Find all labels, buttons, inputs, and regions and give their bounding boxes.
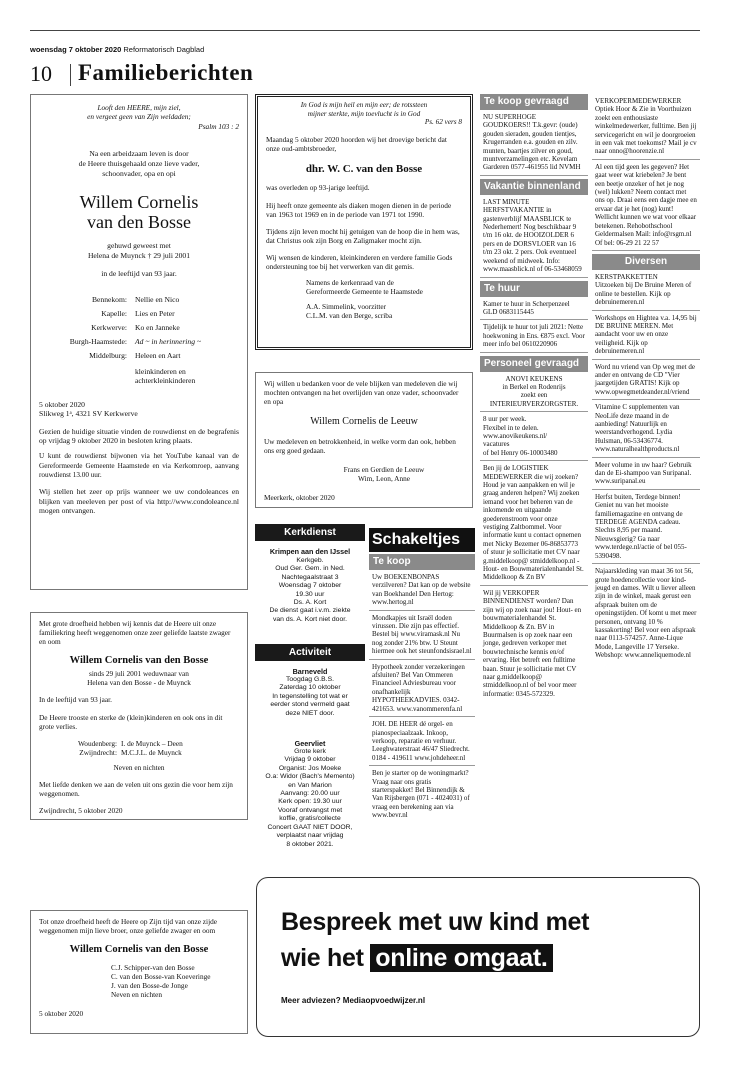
family-place: Burgh-Haamstede: [69, 336, 127, 346]
ad2-intro: Maandag 5 oktober 2020 hoorden wij het droevige bericht dat onze oud-ambtsbroeder, [266, 135, 447, 154]
family-names: Ko en Janneke [135, 322, 180, 332]
activiteit-section [255, 644, 365, 849]
classified-ad: Al een tijd geen les gegeven? Het gaat weer wat kriebelen? Je bent een beetje onzeker of het je nog (wel) lukken? Neem contact met ons op. Draai eens een dagje mee en ervaar dat je het (nog) kunt! Wellicht kunnen we wat voor elkaar betekenen. Rehobothschool Geldermalsen Mail: info@rsgm.nl Of bel: 06-29 21 22 57 [592, 160, 700, 251]
classifieds-column-4 [592, 94, 700, 663]
family-place: Kerkwerve: [91, 322, 127, 332]
family-names: kleinkinderen en achterkleinkinderen [135, 366, 196, 386]
family-row [39, 367, 239, 386]
ad5-date: 5 oktober 2020 [39, 1009, 84, 1018]
ad4-age: In de leeftijd van 93 jaar. [39, 695, 112, 704]
classified-ad: Ben je starter op de woningmarkt? Vraag naar ons gratis starterspakket! Bel Binnendijk & Van Rijsbergen (071 - 4024031) of vraag een berekening aan via www.bevr.nl [372, 769, 470, 820]
ad2-paragraph: Wij wensen de kinderen, kleinkinderen en verdere familie Gods ondersteuning toe bij het verwerken van dit gemis. [266, 253, 453, 272]
family-row [39, 307, 239, 321]
ad2-verse: In God is mijn heil en mijn eer; de rotssteen mijner sterkte, mijn toevlucht is in God [300, 101, 428, 118]
classified-ad: Word nu vriend van Op weg met de ander en ontvang de CD "Vier jaargetijden GRATIS! Kijk op www.opwegmetdeander.nl/vriend [592, 360, 700, 401]
ad4-name: Willem Cornelis van den Bosse [69, 655, 209, 666]
classified-ad: Hypotheek zonder verzekeringen afsluiten? Bel Van Ommeren Financieel Adviesbureau voor onafhankelijk HYPOTHEEKADVIES. 0342-421653. www.vanommerenfa.nl [369, 660, 475, 717]
schakeltjes-header: Schakeltjes [369, 528, 475, 552]
activiteit-body: Grote kerk Vrijdag 9 oktober Organist: Jos Moeke O.a: Widor (Bach's Memento) en Van Marion Aanvang: 20.00 uur Kerk open: 19.30 uur Vooraf ontvangst met koffie, gratis/collecte Concert GAAT NIET DOOR, verplaatst naar vrijdag 8 oktober 2021. [265, 748, 355, 848]
ad4-place-date: Zwijndrecht, 5 oktober 2020 [39, 806, 123, 815]
kerkdienst-body: Kerkgeb. Oud Ger. Gem. in Ned. Nachtegaalstraat 3 Woensdag 7 oktober 19.30 uur Ds. A. Kort De dienst gaat i.v.m. ziekte van ds. A. Kort niet door. [269, 557, 351, 623]
classified-ad: 8 uur per week. Flexibel in te delen. www.anovikeukens.nl/ vacatures of bel Henry 06-10003480 [480, 412, 588, 461]
family-names: Nellie en Nico [135, 294, 180, 304]
classified-ad: Kamer te huur in Scherpenzeel GLD 0683115445 [480, 297, 588, 321]
schakeltjes-subheader: Te koop [369, 554, 475, 570]
vakantie-header: Vakantie binnenland [480, 179, 588, 195]
classified-ad: Vitamine C supplementen van NeoLife deze maand in de aanbieding! Natuurlijk en weerstandverhogend. Lydia Hulsman, 06-53436774. www.naturalhealthproducts.nl [592, 400, 700, 457]
ad2-signature: A.A. Simmelink, voorzitter C.L.M. van den Berge, scriba [306, 302, 393, 321]
family-row [39, 293, 239, 307]
thank-you-notice [255, 372, 473, 508]
family-row [39, 739, 239, 748]
ad1-age: in de leeftijd van 93 jaar. [101, 268, 177, 278]
kerkdienst-place: Krimpen aan den IJssel [269, 547, 351, 556]
activiteit-body: Toogdag G.B.S. Zaterdag 10 oktober In tegenstelling tot wat er eerder stond vermeld gaat deze NIET door. [270, 676, 350, 717]
schakeltjes-section [369, 528, 475, 823]
family-place: Kapelle: [101, 308, 127, 318]
kerkdienst-section [255, 524, 365, 624]
title-divider [70, 64, 71, 86]
activiteit-place: Barneveld [292, 667, 328, 676]
ad3-paragraph: Uw medeleven en betrokkenheid, in welke vorm dan ook, hebben ons erg goed gedaan. [264, 437, 456, 455]
ad1-paragraph: Wij stellen het zeer op prijs wanneer we uw condoleances en blijken van meeleven per post of via http://www.condoleance.nl mogen ontvangen. [39, 487, 239, 515]
ad1-name: Willem Cornelis van den Bosse [79, 192, 199, 233]
classified-ad: VERKOPERMEDEWERKER Optiek Hoor & Zie in Voorthuizen zoekt een enthousiaste winkelmedewerker, fulltime. Ben jij servicegericht en wil je doorgroeien in een vak met toekomst? Mail je cv naar onno@hoorenzie.nl [592, 94, 700, 160]
classified-ad: Mondkapjes uit Israël doden virussen. Die zijn pas effectief. Bestel bij www.viramask.nl Nu nog zonder 21% btw. U Steunt hiermee ook het steunfondsisrael.nl [369, 611, 475, 660]
ad2-paragraph: Tijdens zijn leven mocht hij getuigen van de hoop die in hem was, dat Christus ook zijn Borg en Zaligmaker mocht zijn. [266, 227, 460, 246]
classified-ad: JOH. DE HEER dé orgel- en pianospeciaalzaak. Inkoop, verkoop, reparatie en verhuur. Leeghwaterstraat 46/47 Sliedrecht. 0184 - 419611 www.johdeheer.nl [369, 717, 475, 766]
activiteit-place: Geervliet [294, 739, 326, 749]
ad1-verse: Looft den HEERE, mijn ziel, en vergeet geen van Zijn weldaden; [87, 103, 191, 121]
family-place: Zwijndrecht: [79, 748, 117, 757]
ad3-signature: Frans en Gerdien de Leeuw Wim, Leon, Anne [343, 465, 425, 483]
ad1-date-address: 5 oktober 2020 Slikweg 1ᵃ, 4321 SV Kerkwerve [39, 399, 138, 419]
ad1-paragraph: Gezien de huidige situatie vinden de rouwdienst en de begrafenis op vrijdag 9 oktober 2020 in besloten kring plaats. [39, 426, 239, 446]
media-banner [256, 877, 700, 1037]
ad2-signature: Namens de kerkenraad van de Gereformeerde Gemeente te Haamstede [306, 278, 423, 297]
family-row [39, 321, 239, 335]
classifieds-column-3 [480, 94, 588, 701]
banner-footer-link[interactable]: Meer adviezen? Mediaopvoedwijzer.nl [281, 996, 426, 1005]
family-row [39, 335, 239, 349]
ad4-family-list [39, 739, 239, 757]
banner-headline-line1: Bespreek met uw kind met [281, 908, 590, 936]
ad3-text: Wij willen u bedanken voor de vele blijken van medeleven die wij mochten ontvangen na het overlijden van onze vader, schoonvader en opa [264, 379, 459, 406]
classified-ad: Wil jij VERKOPER BINNENDIENST worden? Dan zijn wij op zoek naar jou! Hout- en bouwmaterialenhandel St. Middelkoop & Zn. BV in Buurmalsen is op zoek naar een jonge, gedreven verkoper met bouwtechnische kennis en/of ervaring. Het betreft een fulltime baan. Stuur je sollicitatie met CV naar g.middelkoop@ stmiddelkoop.nl of bel voor meer informatie: 0345-572329. [483, 588, 582, 698]
ad3-place-date: Meerkerk, oktober 2020 [264, 493, 335, 502]
header-paper: Reformatorisch Dagblad [123, 45, 205, 54]
family-place: Woudenberg: [78, 739, 117, 748]
top-rule [30, 30, 700, 31]
personeel-header: Personeel gevraagd [480, 356, 588, 372]
ad5-signature: C.J. Schipper-van den Bosse C. van den Bosse-van Koeveringe J. van den Bosse-de Jonge Neven en nichten [111, 963, 211, 999]
ad4-paragraph: De Heere trooste en sterke de (klein)kinderen en ook ons in dit grote verlies. [39, 713, 223, 731]
te-huur-header: Te huur [480, 281, 588, 297]
ad5-intro: Tot onze droefheid heeft de Heere op Zijn tijd van onze zijde weggenomen mijn lieve broer, onze geliefde zwager en oom [39, 917, 217, 935]
ad2-name: dhr. W. C. van den Bosse [305, 163, 423, 176]
family-place: Middelburg: [89, 350, 127, 360]
header-dateline [30, 45, 204, 54]
banner-headline-line2 [281, 942, 675, 974]
diversen-header: Diversen [592, 254, 700, 270]
family-place [39, 367, 135, 386]
classified-ad: Workshops en Hightea v.a. 14,95 bij DE BRUINE MEREN. Met aandacht voor uw en onze veiligheid. Kijk op debruinemeren.nl [592, 311, 700, 360]
family-names: Ad ~ in herinnering ~ [135, 336, 202, 346]
ad4-neven: Neven en nichten [113, 763, 165, 772]
classified-ad: KERSTPAKKETTEN Uitzoeken bij De Bruine Meren of online te bestellen. Kijk op debruinemeren.nl [592, 270, 700, 311]
family-row [39, 349, 239, 363]
ad1-married: gehuwd geweest met Helena de Muynck † 29 juli 2001 [87, 241, 191, 260]
classified-ad: Uw BOEKENBONPAS verzilveren? Dat kan op de website van Boekhandel Den Hertog: www.hertog.nl [369, 570, 475, 611]
classified-ad: LAST MINUTE HERFSTVAKANTIE in gastenverblijf MAASBLICK te Nederhemert! Nog beschikbaar 9 t/m 16 okt. de HOOIZOLDER 6 pers en de DORSVLOER van 16 t/m 23 okt. 2 pers. Ook eventueel weekend of midweek. Info: www.maasblick.nl of 06-53468059 [480, 195, 588, 278]
family-row [39, 748, 239, 757]
family-names: Lies en Peter [135, 308, 175, 318]
classified-ad: NU SUPERHOGE GOUDKOERS!! T.k.gevr: (oude) gouden sieraden, gouden tientjes, Krugerranden e.a. gouden en zilv. munten, baartjes zilver en goud, muntverzamelingen etc. Kevelam Garderen 0577-461955 lid NVMH [480, 110, 588, 176]
ad2-paragraph: Hij heeft onze gemeente als diaken mogen dienen in de periode van 1963 tot 1969 en in de periode van 1971 tot 1990. [266, 201, 452, 220]
family-names: I. de Muynck – Deen [121, 739, 183, 748]
family-names: M.C.J.L. de Muynck [121, 748, 182, 757]
classified-ad: Meer volume in uw haar? Gebruik dan de Ei-shampoo van Suripanal. www.suripanal.eu [592, 458, 700, 490]
ad3-name: Willem Cornelis de Leeuw [310, 416, 418, 427]
ad4-sub: sinds 29 juli 2001 weduwnaar van Helena van den Bosse - de Muynck [87, 669, 191, 687]
family-names: Heleen en Aart [135, 350, 181, 360]
banner-headline-highlight: online omgaat. [370, 944, 552, 972]
ad1-family-list [39, 293, 239, 386]
ad1-paragraph: U kunt de rouwdienst bijwonen via het YouTube kanaal van de Gereformeerde Gemeente Haamstede en via Kerkomroep, aanvang rouwdienst 13.00 uur. [39, 452, 239, 479]
classified-ad: Najaarskleding van maat 36 tot 56, grote hoedencollectie voor kind-jeugd en dames. Wilt u liever alleen zijn in de winkel, maak gerust een afspraak buiten om de openingstijden. Of komt u met meer personen, ontvang 10 % kassakorting! Bel voor een afspraak naar 0113-574257. Anne-Lique Mode, Langeville 17 Yerseke. Webshop: www.anneliquemode.nl [595, 567, 697, 660]
classified-ad: ANOVI KEUKENS in Berkel en Rodenrijs zoekt een INTERIEURVERZORGSTER. [480, 372, 588, 413]
family-place: Bennekom: [91, 294, 127, 304]
ad4-paragraph: Met liefde denken we aan de velen uit ons gezin die voor hem zijn weggenomen. [39, 780, 233, 798]
section-title: Familieberichten [78, 60, 254, 85]
page-number: 10 [30, 61, 52, 86]
kerkdienst-header: Kerkdienst [255, 524, 365, 541]
ad5-name: Willem Cornelis van den Bosse [69, 944, 209, 955]
ad2-verse-ref: Ps. 62 vers 8 [424, 118, 462, 127]
header-date: woensdag 7 oktober 2020 [30, 45, 122, 54]
ad1-verse-ref: Psalm 103 : 2 [198, 122, 239, 131]
ad1-intro: Na een arbeidzaam leven is door de Heere thuisgehaald onze lieve vader, schoonvader, opa en opi [78, 149, 200, 178]
classified-ad: Ben jij de LOGISTIEK MEDEWERKER die wij zoeken? Houd je van aanpakken en wil je graag anderen helpen? Wij zoeken iemand voor het beheren van de inkomende en uitgaande goederenstroom voor onze vestiging Zaltbommel. Voor informatie kunt u contact opnemen met Nicky Bezemer 06-86853773 of stuur je sollicitatie met CV naar g.middelkoop@ stmiddelkoop.nl - Hout- en Bouwmaterialenhandel St. Middelkoop & Zn BV [480, 461, 588, 586]
classified-ad: Tijdelijk te huur tot juli 2021: Nette hoekwoning in Ens. €875 excl. Voor meer info bel 0610220906 [480, 320, 588, 352]
classified-ad: Herfst buiten, Terdege binnen! Geniet nu van het mooiste familiemagazine en ontvang de TERDEGE AGENDA cadeau. Slechts 8,95 per maand. Nieuwsgierig? Ga naar www.terdege.nl/actie of bel 055-5390498. [592, 490, 700, 564]
ad2-died: was overleden op 93-jarige leeftijd. [266, 183, 370, 193]
activiteit-header: Activiteit [255, 644, 365, 661]
death-notice-main [30, 94, 248, 590]
death-notice-sister [30, 910, 248, 1034]
death-notice-church [255, 94, 473, 350]
ad4-intro: Met grote droefheid hebben wij kennis dat de Heere uit onze familiekring heeft weggenomen onze zeer geliefde laatste zwager en oom [39, 619, 231, 646]
death-notice-family [30, 612, 248, 820]
te-koop-gevraagd-header: Te koop gevraagd [480, 94, 588, 110]
banner-headline-plain: wie het [281, 944, 371, 972]
